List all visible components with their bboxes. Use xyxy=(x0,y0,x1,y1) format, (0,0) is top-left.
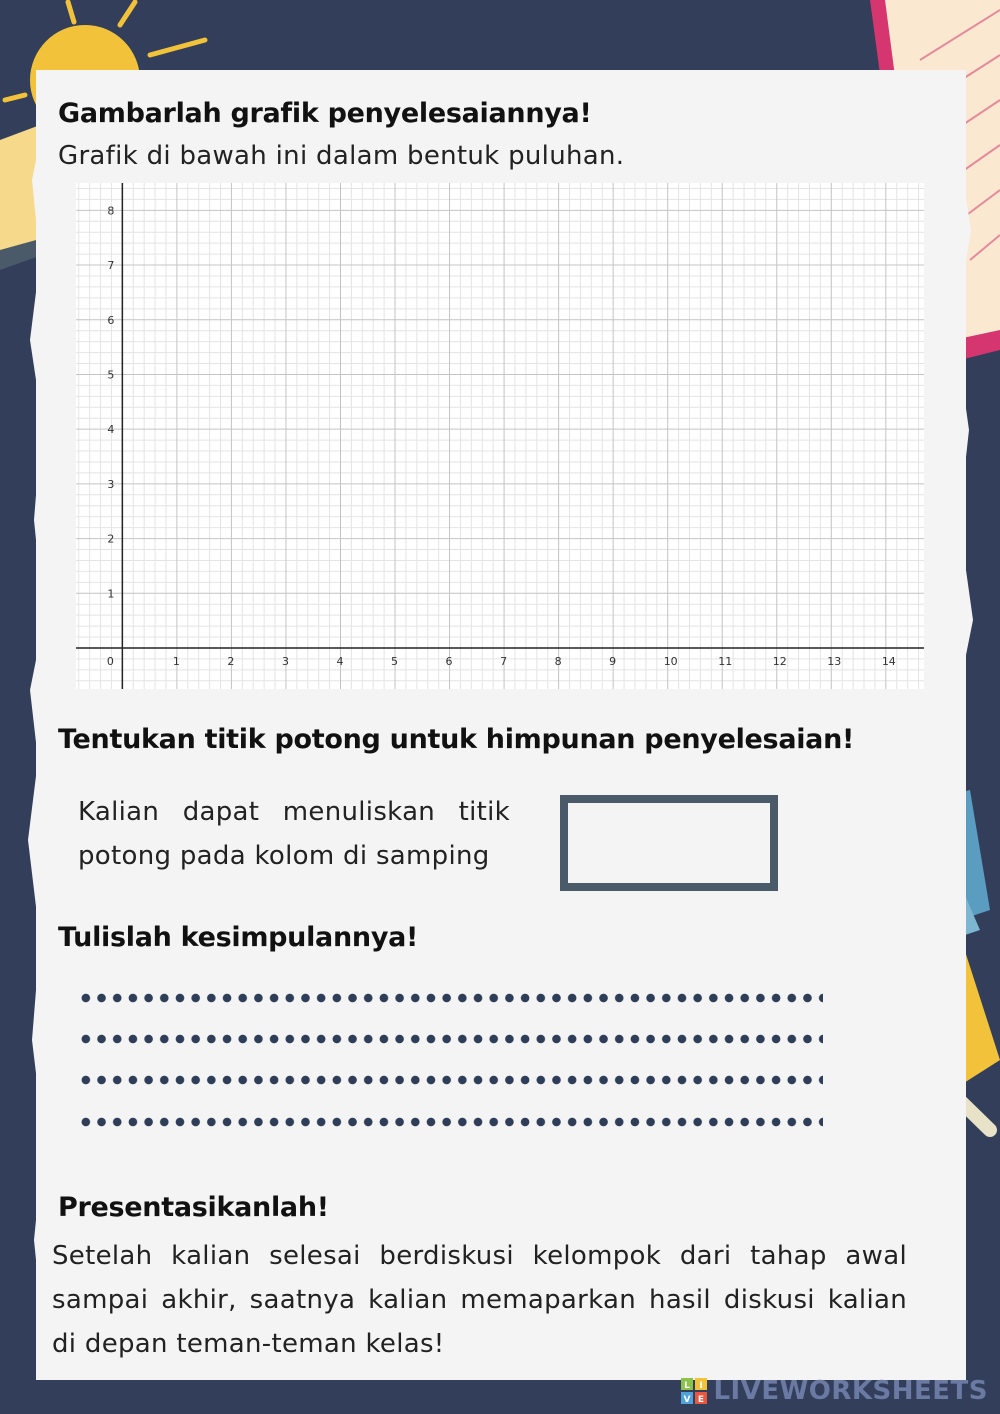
x-tick-label: 10 xyxy=(663,654,678,668)
graph-section-title: Gambarlah grafik penyelesaiannya! xyxy=(58,98,592,129)
x-tick-label: 11 xyxy=(718,654,733,668)
x-tick-label: 1 xyxy=(172,654,180,668)
conclusion-line-2[interactable] xyxy=(78,1034,823,1044)
x-tick-label: 13 xyxy=(827,654,842,668)
x-tick-label: 9 xyxy=(609,654,617,668)
x-tick-label: 12 xyxy=(772,654,787,668)
y-tick-label: 6 xyxy=(107,313,115,327)
y-tick-label: 2 xyxy=(107,532,115,546)
presentation-body: Setelah kalian selesai berdiskusi kelompok dari tahap awal sampai akhir, saatnya kalian memaparkan hasil diskusi kalian di depan teman-teman kelas! xyxy=(52,1241,907,1359)
y-tick-label: 4 xyxy=(107,423,115,437)
x-tick-label: 3 xyxy=(281,654,289,668)
logo-letter: V xyxy=(683,1395,691,1404)
y-tick-label: 5 xyxy=(107,368,115,382)
coordinate-grid[interactable] xyxy=(76,183,924,689)
conclusion-line-3[interactable] xyxy=(78,1075,823,1085)
y-tick-label: 7 xyxy=(107,259,115,273)
intersection-section-title: Tentukan titik potong untuk himpunan penyelesaian! xyxy=(58,724,855,755)
x-tick-label: 4 xyxy=(336,654,344,668)
brand-name: LIVEWORKSHEETS xyxy=(713,1376,988,1406)
conclusion-line-1[interactable] xyxy=(78,993,823,1003)
logo-letter: E xyxy=(698,1395,705,1404)
x-tick-label: 8 xyxy=(554,654,562,668)
x-tick-label: 2 xyxy=(227,654,235,668)
presentation-section-title: Presentasikanlah! xyxy=(58,1192,329,1223)
liveworksheets-icon xyxy=(681,1378,707,1404)
y-tick-label: 1 xyxy=(107,587,115,601)
y-tick-label: 3 xyxy=(107,477,115,491)
intersection-answer-box[interactable] xyxy=(560,795,778,891)
liveworksheets-logo xyxy=(681,1376,988,1406)
conclusion-section-title: Tulislah kesimpulannya! xyxy=(58,922,419,953)
x-tick-label: 0 xyxy=(106,654,114,668)
x-tick-label: 14 xyxy=(881,654,896,668)
x-tick-label: 6 xyxy=(445,654,453,668)
intersection-instruction: Kalian dapat menuliskan titik potong pada kolom di samping xyxy=(78,797,510,871)
logo-letter: I xyxy=(699,1381,704,1391)
x-tick-label: 7 xyxy=(500,654,508,668)
conclusion-line-4[interactable] xyxy=(78,1117,823,1127)
x-tick-label: 5 xyxy=(391,654,399,668)
torn-edge-right xyxy=(935,0,995,1414)
logo-letter: L xyxy=(684,1381,691,1391)
graph-section-subtitle: Grafik di bawah ini dalam bentuk puluhan. xyxy=(58,141,625,171)
y-tick-label: 8 xyxy=(107,204,115,218)
